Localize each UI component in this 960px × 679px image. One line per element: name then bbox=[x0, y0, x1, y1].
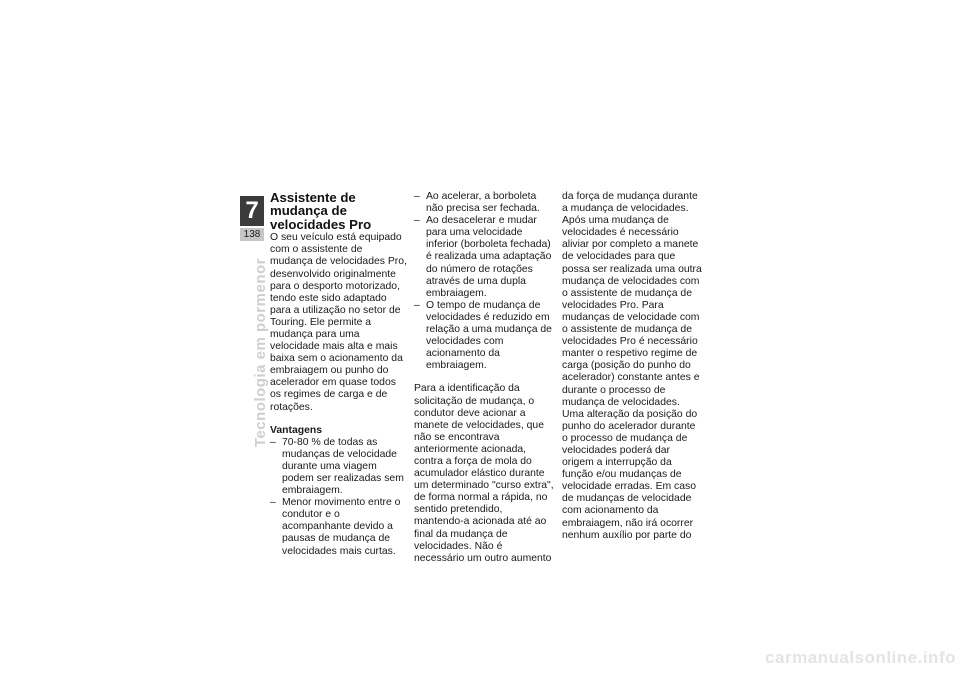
section-title: Assistente de mudança de velocidades Pro bbox=[270, 190, 372, 232]
page-number: 138 bbox=[240, 228, 264, 241]
continuation-paragraph: da força de mudança durante a mudança de velocidades. Após uma mudança de velocidades é necessário aliviar por completo a manete de velocidades para que possa ser realizada uma outra mudança de velocidades com o assistente de mudança de velocidades Pro. Para mudanças de velocidade com o assistente de mudança de velocidades Pro é necessário manter o respetivo regime de carga (posição do punho do acelerador) constante antes e durante o processo de mudança de velocidades. Uma alteração da posição do punho do acelerador durante o processo de mudança de velocidades poderá dar origem a interrupção da função e/ou mudanças de velocidade erradas. Em caso de mudanças de velocidade com acionamento da embraiagem, não irá ocorrer nenhum auxílio por parte do bbox=[562, 191, 702, 541]
actions-list bbox=[414, 191, 554, 372]
identification-paragraph: Para a identificação da solicitação de mudança, o condutor deve acionar a manete de velocidades, que não se encontrava anteriormente acionada, contra a força de mola do acumulador elástico durante um determinado "curso extra", de forma normal a rápida, no sentido pretendido, mantendo-a acionada até ao final da mudança de velocidades. Não é necessário um outro aumento bbox=[414, 383, 554, 564]
list-item: – 70-80 % de todas as mudanças de velocidade durante uma viagem podem ser realizadas sem embraiagem. bbox=[270, 437, 408, 497]
list-item: – O tempo de mudança de velocidades é reduzido em relação a uma mudança de velocidades com acionamento da embraiagem. bbox=[414, 300, 554, 373]
chapter-title-vertical: Tecnologia em pormenor bbox=[252, 258, 269, 448]
list-item: – Ao acelerar, a borboleta não precisa ser fechada. bbox=[414, 191, 554, 215]
watermark: carmanualsonline.info bbox=[765, 648, 956, 667]
advantages-list bbox=[270, 437, 408, 558]
list-item: – Menor movimento entre o condutor e o acompanhante devido a pausas de mudança de velocidades mais curtas. bbox=[270, 497, 408, 557]
column-2 bbox=[414, 191, 554, 565]
chapter-number: 7 bbox=[240, 196, 264, 226]
advantages-heading: Vantagens bbox=[270, 424, 322, 436]
column-3 bbox=[562, 191, 702, 542]
column-1 bbox=[270, 191, 408, 558]
intro-paragraph: O seu veículo está equipado com o assistente de mudança de velocidades Pro, desenvolvido originalmente para o desporto motorizado, tendo este sido adaptado para a utilização no setor de Touring. Ele permite a mudança para uma velocidade mais alta e mais baixa sem o acionamento da embraiagem ou punho do acelerador em quase todos os regimes de carga e de rotações. bbox=[270, 232, 407, 413]
list-item: – Ao desacelerar e mudar para uma velocidade inferior (borboleta fechada) é realizada uma adaptação do número de rotações através de uma dupla embraiagem. bbox=[414, 215, 554, 300]
